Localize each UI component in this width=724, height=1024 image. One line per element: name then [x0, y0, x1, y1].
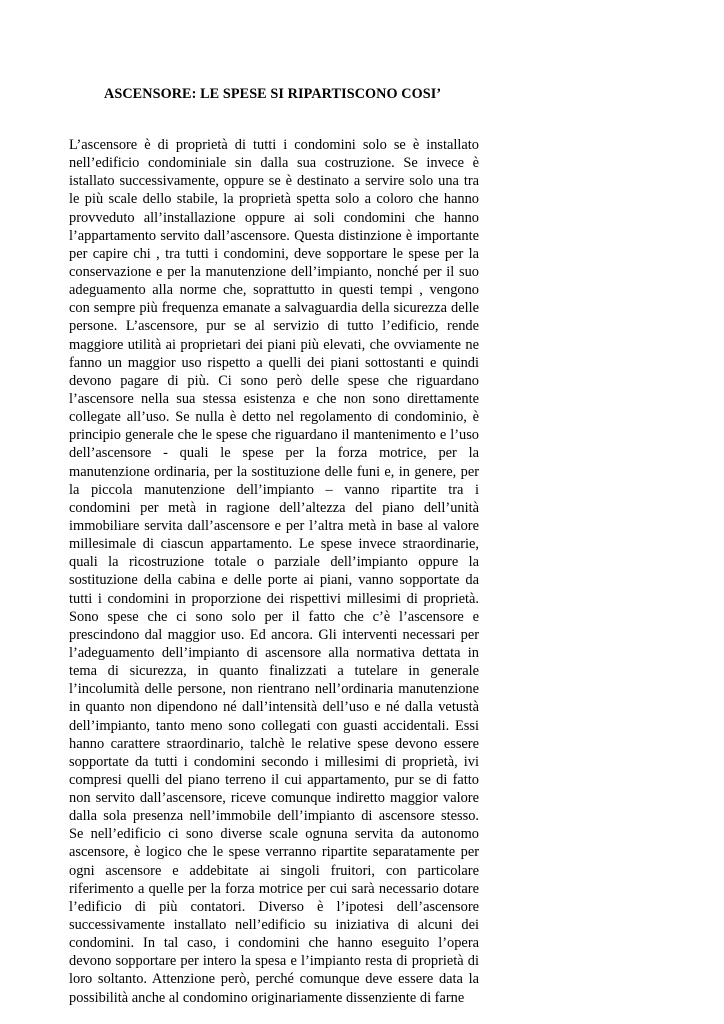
- text-line: l’appartamento servito dall’ascensore. Questa distinzione è importante: [69, 227, 479, 244]
- text-line: successivamente installato nell’edificio su iniziativa di alcuni dei: [69, 917, 479, 934]
- text-line: L’ascensore è di proprietà di tutti i condomini solo se è installato: [69, 137, 479, 153]
- text-line: sopportate da tutti i condomini secondo i millesimi di proprietà, ivi: [69, 753, 479, 770]
- document-title: ASCENSORE: LE SPESE SI RIPARTISCONO COSI’: [104, 86, 442, 102]
- text-line: maggiore utilità ai proprietari dei piani più elevati, che ovviamente ne: [69, 336, 479, 353]
- document-body: [69, 136, 479, 1007]
- text-line: sostituzione della cabina e delle porte ai piani, vanno sopportate da: [69, 572, 479, 589]
- text-line: dell’ascensore - quali le spese per la forza motrice, per la: [69, 445, 479, 462]
- text-line: fanno un maggior uso rispetto a quelli dei piani sottostanti e quindi: [69, 354, 479, 371]
- text-line: quali la ricostruzione totale o parziale dell’impianto oppure la: [69, 554, 479, 571]
- text-line: devono sopportare per intero la spesa e l’impianto resta di proprietà di: [69, 953, 479, 970]
- text-line: l’adeguamento dell’impianto di ascensore alla normativa dettata in: [69, 644, 479, 661]
- text-line: l’edificio di più contatori. Diverso è l’ipotesi dell’ascensore: [69, 898, 479, 915]
- text-line: con sempre più frequenza emanate a salvaguardia della sicurezza delle: [69, 300, 479, 317]
- text-line: non servito dall’ascensore, riceve comunque indiretto maggior valore: [69, 790, 479, 807]
- text-line: devono pagare di più. Ci sono però delle spese che riguardano: [69, 372, 479, 389]
- text-line: manutenzione ordinaria, per la sostituzione delle funi e, in genere, per: [69, 463, 479, 480]
- text-line: ascensore, è logico che le spese verranno ripartite separatamente per: [69, 844, 479, 861]
- text-line: loro soltanto. Attenzione però, perché comunque deve essere data la: [69, 971, 479, 988]
- text-line: nell’edificio condominiale sin dalla sua costruzione. Se invece è: [69, 155, 479, 172]
- text-line: possibilità anche al condomino originariamente dissenziente di farne: [69, 989, 465, 1006]
- text-line: in quanto non dipendono né dall’intensità dell’uso e né dalla vetustà: [69, 699, 479, 716]
- text-line: dell’impianto, tanto meno sono collegati con guasti accidentali. Essi: [69, 717, 479, 734]
- text-line: condomini. In tal caso, i condomini che hanno eseguito l’opera: [69, 935, 479, 952]
- text-line: la piccola manutenzione dell’impianto – vanno ripartite tra i: [69, 481, 479, 498]
- text-line: hanno carattere straordinario, talchè le relative spese devono essere: [69, 735, 479, 752]
- text-line: dalla sola presenza nell’immobile dell’impianto di ascensore stesso.: [69, 808, 479, 825]
- text-line: istallato successivamente, oppure se è destinato a servire solo una tra: [69, 173, 479, 190]
- text-line: Se nell’edificio ci sono diverse scale ognuna servita da autonomo: [69, 826, 479, 843]
- text-line: conservazione e per la manutenzione dell’impianto, nonché per il suo: [69, 263, 479, 280]
- text-line: l’incolumità delle persone, non rientrano nell’ordinaria manutenzione: [69, 681, 479, 698]
- text-line: riferimento a quelle per la forza motrice per cui sarà necessario dotare: [69, 880, 479, 897]
- text-line: Sono spese che ci sono solo per il fatto che c’è l’ascensore e: [69, 608, 479, 625]
- text-line: collegate all’uso. Se nulla è detto nel regolamento di condominio, è: [69, 409, 479, 426]
- text-line: ogni ascensore e addebitate ai singoli fruitori, con particolare: [69, 862, 479, 879]
- text-line: compresi quelli del piano terreno il cui appartamento, pur se di fatto: [69, 771, 479, 788]
- text-line: condomini per metà in ragione dell’altezza del piano dell’unità: [69, 499, 479, 516]
- text-line: tema di sicurezza, in quanto finalizzati a tutelare in generale: [69, 663, 479, 680]
- text-line: per capire chi , tra tutti i condomini, deve sopportare le spese per la: [69, 245, 479, 262]
- text-line: immobiliare servita dall’ascensore e per l’altra metà in base al valore: [69, 517, 479, 534]
- text-line: prescindono dal maggior uso. Ed ancora. Gli interventi necessari per: [69, 626, 479, 643]
- text-line: persone. L’ascensore, pur se al servizio di tutto l’edificio, rende: [69, 318, 479, 335]
- text-line: le più scale dello stabile, la proprietà spetta solo a coloro che hanno: [69, 191, 479, 208]
- text-line: millesimale di ciascun appartamento. Le spese invece straordinarie,: [69, 536, 479, 553]
- text-line: l’ascensore nella sua stessa esistenza e che non sono direttamente: [69, 390, 479, 407]
- text-line: tutti i condomini in proporzione dei rispettivi millesimi di proprietà.: [69, 590, 479, 607]
- text-line: adeguamento alla norme che, soprattutto in questi tempi , vengono: [69, 282, 479, 299]
- text-line: principio generale che le spese che riguardano il mantenimento e l’uso: [69, 427, 479, 444]
- text-line: provveduto all’installazione oppure ai soli condomini che hanno: [69, 209, 479, 226]
